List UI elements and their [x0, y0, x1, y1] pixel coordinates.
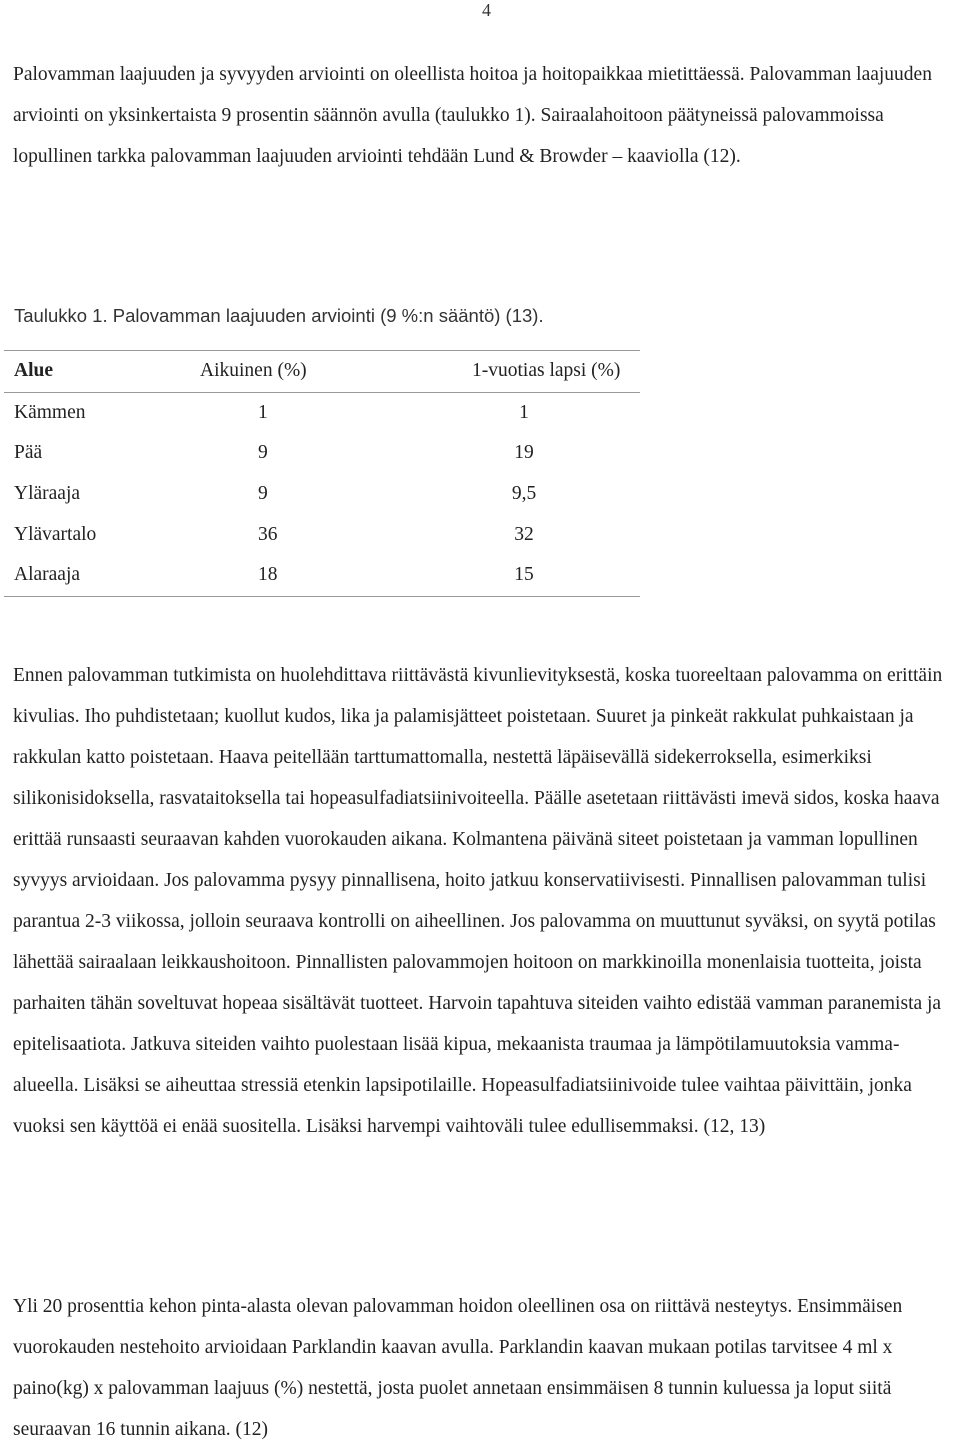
table-row [4, 392, 640, 433]
cell-area: Yläraaja [14, 483, 81, 505]
cell-area: Alaraaja [4, 555, 190, 596]
treatment-paragraph: Ennen palovamman tutkimista on huolehdittava riittävästä kivunlievityksestä, koska tuoreeltaan palovamma on erittäin kivulias. Iho puhdistetaan; kuollut kudos, lika ja palamisjätteet poistetaan. Suuret ja pinkeät rakkulat puhkaistaan ja rakkulan katto poistetaan. Haava peitellään tarttumattomalla, nestettä läpäisevällä sidekerroksella, esimerkiksi silikonisidoksella, rasvataitoksella tai hopeasulfadiatsiinivoiteella. Päälle asetetaan riittävästi imevä sidos, koska haava erittää runsaasti seuraavan kahden vuorokauden aikana. Kolmantena päivänä siteet poistetaan ja vamman lopullinen syvyys arvioidaan. Jos palovamma pysyy pinnallisena, hoito jatkuu konservatiivisesti. Pinnallisen palovamman tulisi parantua 2-3 viikossa, jolloin seuraava kontrolli on aiheellinen. Jos palovamma on muuttunut syväksi, on syytä potilas lähettää sairaalaan leikkaushoitoon. Pinnallisten palovammojen hoitoon on markkinoilla monenlaisia tuotteita, joista parhaiten tähän soveltuvat hopeaa sisältävät tuotteet. Harvoin tapahtuva siteiden vaihto edistää vamman paranemista ja epitelisaatiota. Jatkuva siteiden vaihto puolestaan lisää kipua, mekaanista traumaa ja lämpötilamuutoksia vamma-alueella. Lisäksi se aiheuttaa stressiä etenkin lapsipotilaille. Hopeasulfadiatsiinivoide tulee vaihtaa päivittäin, jonka vuoksi sen käyttöä ei enää suositella. Lisäksi harvempi vaihtoväli tulee edullisemmaksi. (12, 13) [13, 665, 943, 1137]
table-row [4, 555, 640, 596]
table-row [4, 433, 640, 474]
cell-child-value: 19 [514, 442, 534, 464]
page-number: 4 [482, 0, 491, 20]
cell-child [428, 433, 640, 474]
cell-area: Pää [14, 442, 43, 464]
cell-area: Ylävartalo [14, 523, 97, 545]
table-caption: Taulukko 1. Palovamman laajuuden arviointi (9 %:n sääntö) (13). [14, 305, 544, 326]
table-row [4, 474, 640, 515]
cell-adult: 9 [258, 483, 268, 505]
cell-child-value: 32 [514, 523, 534, 545]
cell-child-value: 15 [514, 564, 534, 586]
cell-child [428, 555, 640, 596]
cell-adult: 1 [258, 401, 268, 423]
cell-adult: 9 [258, 442, 268, 464]
cell-adult: 18 [190, 555, 428, 596]
header-adult: Aikuinen (%) [190, 351, 428, 393]
table-header-row [4, 351, 640, 393]
cell-child [428, 514, 640, 555]
table-row [4, 514, 640, 555]
rule-of-nines-table [4, 350, 640, 597]
cell-area: Kämmen [14, 401, 86, 423]
header-area: Alue [4, 351, 190, 393]
header-child: 1-vuotias lapsi (%) [428, 351, 640, 393]
cell-child-value: 9,5 [511, 483, 537, 505]
cell-child [428, 392, 640, 433]
cell-adult: 36 [258, 523, 278, 545]
intro-paragraph: Palovamman laajuuden ja syvyyden arviointi on oleellista hoitoa ja hoitopaikkaa mietittäessä. Palovamman laajuuden arviointi on yksinkertaista 9 prosentin säännön avulla (taulukko 1). Sairaalahoitoon päätyneissä palovammoissa lopullinen tarkka palovamman laajuuden arviointi tehdään Lund & Browder – kaaviolla (12). [13, 64, 932, 167]
cell-child-value: 1 [519, 401, 529, 423]
cell-child [428, 474, 640, 515]
fluid-therapy-paragraph: Yli 20 prosenttia kehon pinta-alasta olevan palovamman hoidon oleellinen osa on riittävä nesteytys. Ensimmäisen vuorokauden nestehoito arvioidaan Parklandin kaavan avulla. Parklandin kaavan mukaan potilas tarvitsee 4 ml x paino(kg) x palovamman laajuus (%) nestettä, josta puolet annetaan ensimmäisen 8 tunnin kuluessa ja loput siitä seuraavan 16 tunnin aikana. (12) [13, 1296, 903, 1440]
